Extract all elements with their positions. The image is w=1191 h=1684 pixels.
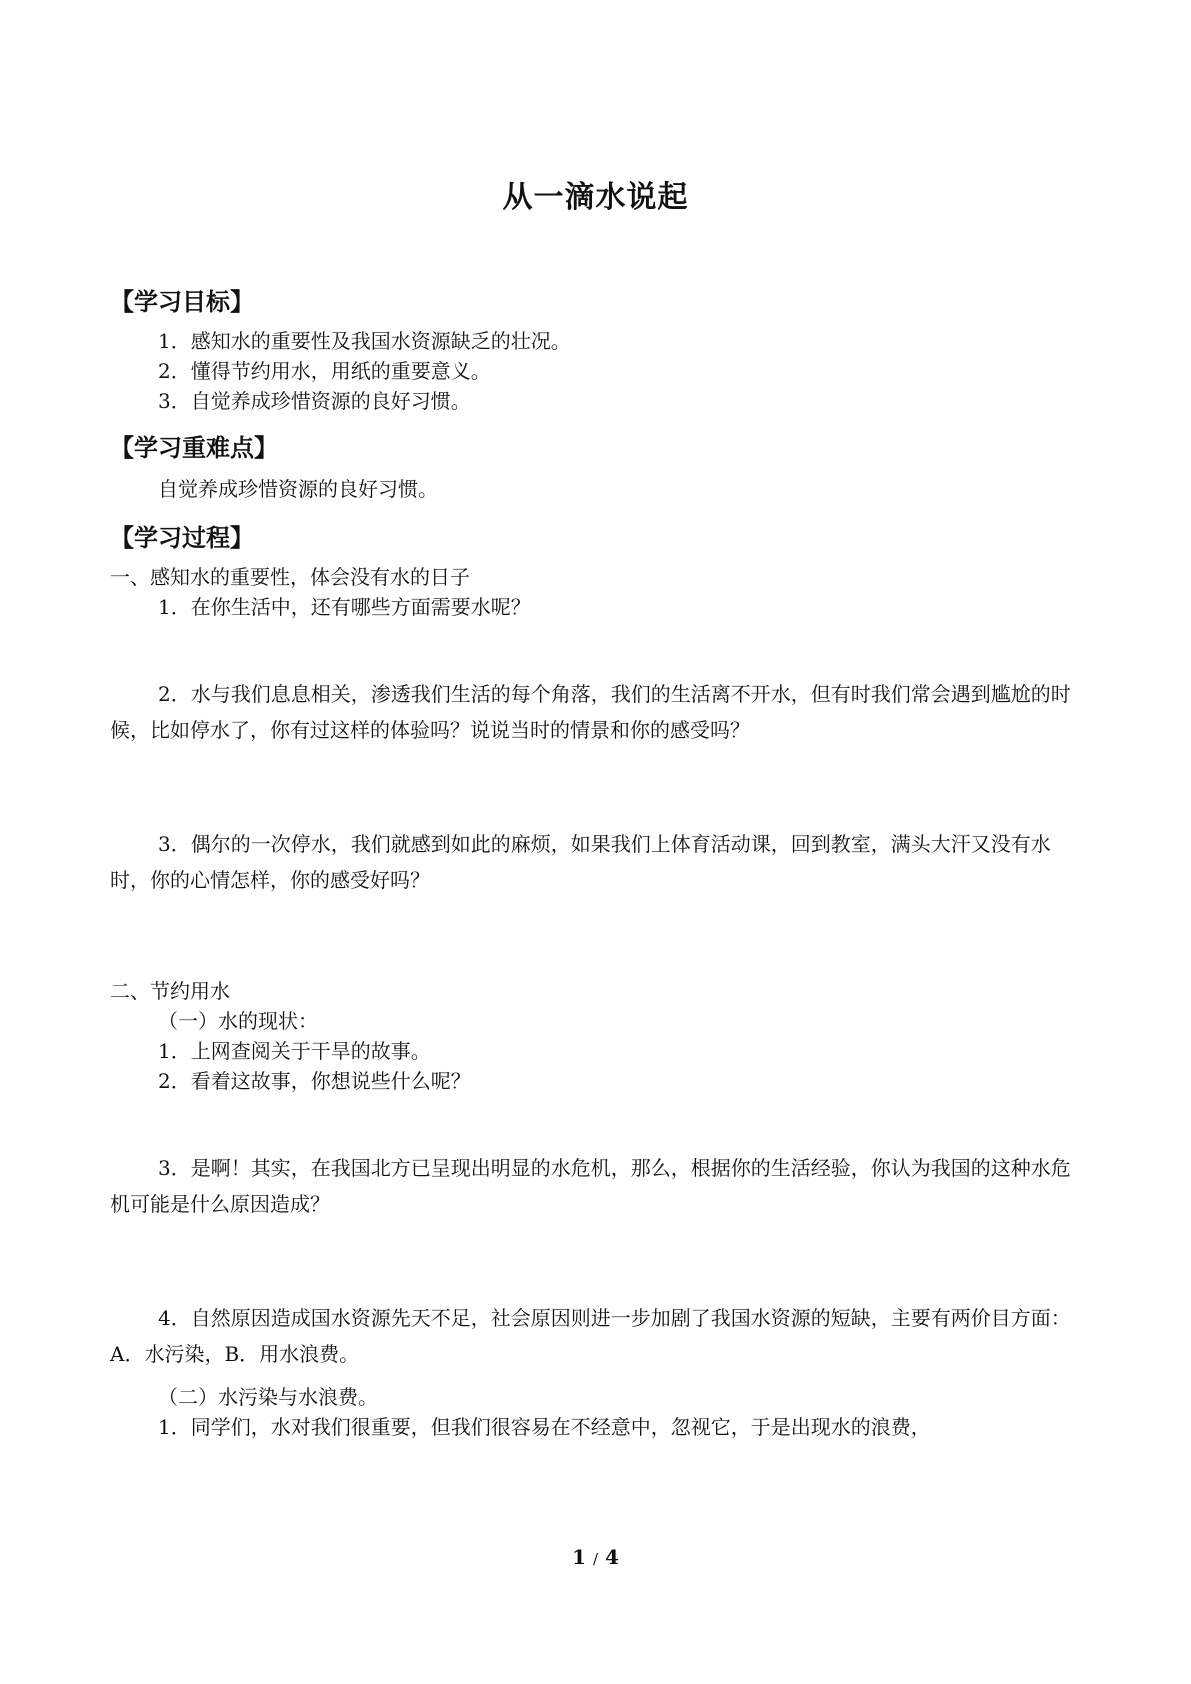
part2-subheading-1: （一）水的现状： (158, 1009, 318, 1033)
section-heading-process: 【学习过程】 (110, 524, 254, 552)
part2-title: 二、节约用水 (110, 979, 230, 1003)
part1-question-1: 1．在你生活中，还有哪些方面需要水呢？ (158, 595, 531, 619)
objective-item-3: 3．自觉养成珍惜资源的良好习惯。 (158, 389, 471, 413)
part2-sub1-question-1: 1．上网查阅关于干旱的故事。 (158, 1039, 431, 1063)
section-heading-objectives: 【学习目标】 (110, 288, 254, 316)
objective-item-1: 1．感知水的重要性及我国水资源缺乏的壮况。 (158, 329, 571, 353)
part1-question-2: 2．水与我们息息相关，渗透我们生活的每个角落，我们的生活离不开水，但有时我们常会遇到尴尬的时候，比如停水了，你有过这样的体验吗？说说当时的情景和你的感受吗？ (110, 682, 1071, 742)
page-current: 1 (572, 1545, 586, 1569)
page-separator: / (592, 1550, 599, 1568)
key-points-text: 自觉养成珍惜资源的良好习惯。 (158, 477, 438, 501)
part2-subheading-2: （二）水污染与水浪费。 (158, 1385, 378, 1409)
part2-sub1-question-3: 3．是啊！其实，在我国北方已呈现出明显的水危机，那么，根据你的生活经验，你认为我国的这种水危机可能是什么原因造成？ (110, 1156, 1071, 1216)
part1-question-3: 3．偶尔的一次停水，我们就感到如此的麻烦，如果我们上体育活动课，回到教室，满头大汗又没有水时，你的心情怎样，你的感受好吗？ (110, 832, 1051, 892)
page-total: 4 (605, 1545, 619, 1569)
part1-title: 一、感知水的重要性，体会没有水的日子 (110, 565, 470, 589)
page-number (0, 1545, 1191, 1569)
document-title: 从一滴水说起 (502, 180, 689, 215)
part2-sub2-question-1: 1．同学们，水对我们很重要，但我们很容易在不经意中，忽视它，于是出现水的浪费， (158, 1415, 931, 1439)
part2-sub1-question-4: 4．自然原因造成国水资源先天不足，社会原因则进一步加剧了我国水资源的短缺，主要有两价目方面：A．水污染，B．用水浪费。 (110, 1306, 1071, 1366)
part2-sub1-question-2: 2．看着这故事，你想说些什么呢？ (158, 1069, 471, 1093)
objective-item-2: 2．懂得节约用水，用纸的重要意义。 (158, 359, 491, 383)
section-heading-key-points: 【学习重难点】 (110, 434, 278, 462)
